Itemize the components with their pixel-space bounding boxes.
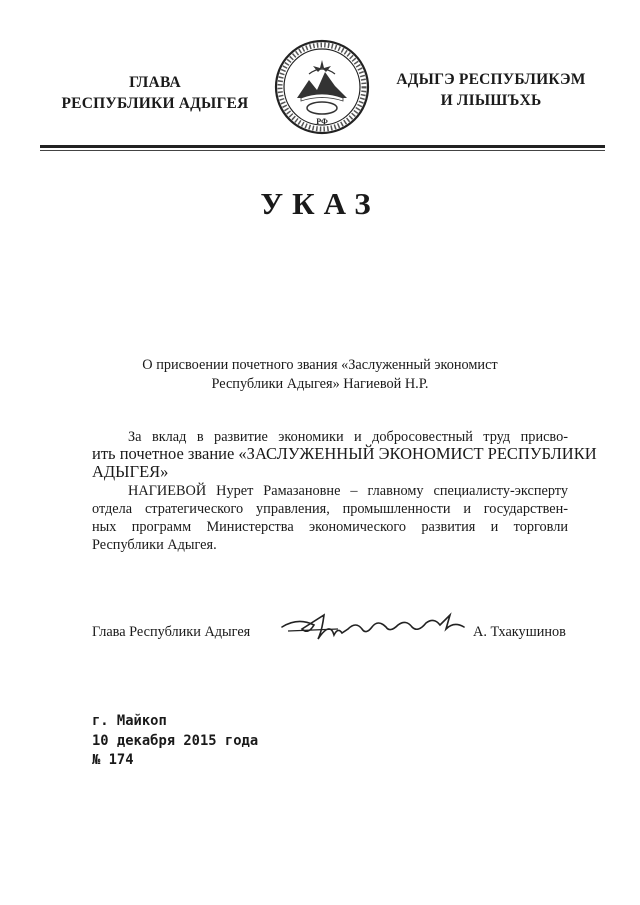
place-of-issue: г. Майкоп (92, 713, 167, 729)
document-number: № 174 (92, 752, 134, 768)
body-line: НАГИЕВОЙ Нурет Рамазановне – главному специалисту-эксперту (128, 483, 568, 499)
header-left-line2: РЕСПУБЛИКИ АДЫГЕЯ (61, 95, 249, 112)
document-subject (120, 356, 520, 394)
header-rule (40, 145, 605, 148)
body-line: За вклад в развитие экономики и добросовестный труд присво- (128, 429, 568, 445)
header-right-line2: И ЛІЫШЪХЬ (440, 92, 542, 109)
document-title: УКАЗ (260, 186, 380, 221)
body-line: отдела стратегического управления, промышленности и государствен- (92, 501, 568, 517)
emblem-text: РФ (316, 117, 328, 126)
header-rule-thin (40, 150, 605, 151)
header-right-line1: АДЫГЭ РЕСПУБЛИКЭМ (396, 71, 586, 88)
signatory-name: А. Тхакушинов (473, 624, 566, 640)
coat-of-arms-icon (273, 38, 371, 136)
header-right (386, 69, 596, 111)
body-line: ных программ Министерства экономического развития и торговли (92, 519, 568, 535)
signature-icon (278, 607, 468, 645)
signatory-title: Глава Республики Адыгея (92, 624, 251, 640)
body-line: Республики Адыгея. (92, 537, 217, 553)
body-line: АДЫГЕЯ» (92, 462, 169, 481)
subject-line: О присвоении почетного звания «Заслуженный экономист (142, 357, 498, 373)
header-left (40, 72, 270, 114)
body-line: ить почетное звание «ЗАСЛУЖЕННЫЙ ЭКОНОМИСТ РЕСПУБЛИКИ (92, 444, 597, 463)
subject-line: Республики Адыгея» Нагиевой Н.Р. (211, 376, 429, 392)
issue-date: 10 декабря 2015 года (92, 733, 259, 749)
header-left-line1: ГЛАВА (129, 74, 181, 91)
